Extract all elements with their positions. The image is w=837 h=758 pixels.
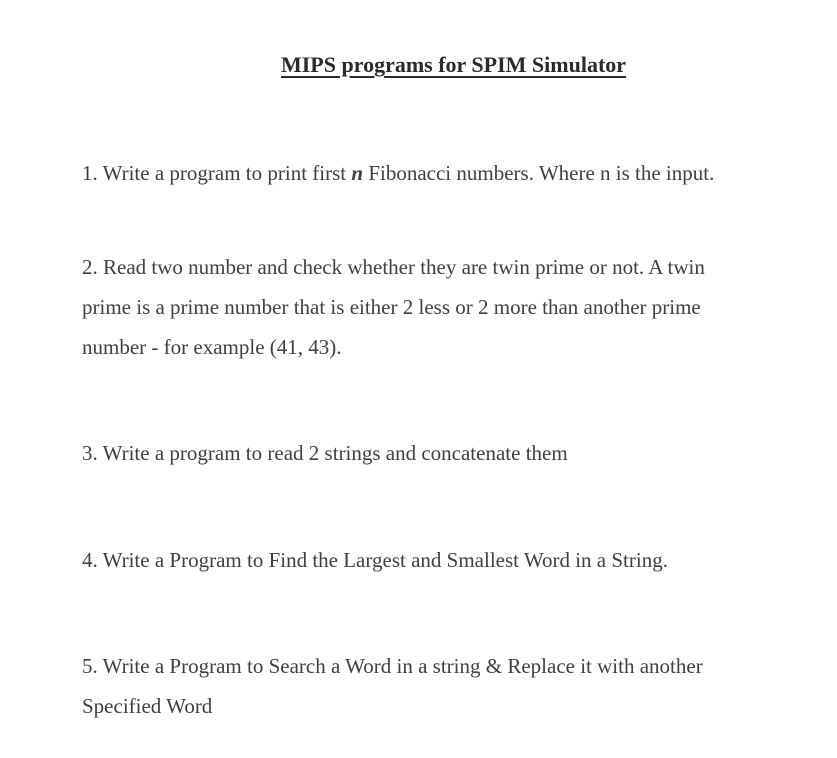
question-1-number: 1. bbox=[82, 161, 98, 185]
question-3-text: Write a program to read 2 strings and concatenate them bbox=[102, 441, 568, 465]
question-1-text-after: Fibonacci numbers. Where n is the input. bbox=[363, 161, 715, 185]
question-5-number: 5. bbox=[82, 654, 98, 678]
question-3-number: 3. bbox=[82, 441, 98, 465]
question-2-number: 2. bbox=[82, 255, 98, 279]
question-4-text: Write a Program to Find the Largest and Smallest Word in a String. bbox=[102, 548, 668, 572]
question-2 bbox=[82, 247, 822, 367]
document-title: MIPS programs for SPIM Simulator bbox=[280, 52, 627, 77]
question-4-number: 4. bbox=[82, 548, 98, 572]
question-2-line-2: prime is a prime number that is either 2 less or 2 more than another prime bbox=[82, 295, 701, 319]
question-5 bbox=[82, 646, 822, 726]
question-1-text-before: Write a program to print first bbox=[102, 161, 352, 185]
question-1-emphasis: n bbox=[351, 161, 364, 185]
question-5-line-2: Specified Word bbox=[82, 694, 213, 718]
question-3-line bbox=[82, 441, 568, 465]
question-2-line-1 bbox=[82, 247, 822, 287]
question-5-line-1 bbox=[82, 646, 822, 686]
question-1 bbox=[82, 153, 822, 193]
question-2-line-3: number - for example (41, 43). bbox=[82, 335, 342, 359]
question-5-line1-text: Write a Program to Search a Word in a string & Replace it with another bbox=[102, 654, 703, 678]
question-4 bbox=[82, 540, 822, 580]
question-3 bbox=[82, 433, 822, 473]
question-1-line bbox=[82, 161, 714, 185]
question-4-line bbox=[82, 548, 668, 572]
question-2-line1-text: Read two number and check whether they are twin prime or not. A twin bbox=[103, 255, 705, 279]
